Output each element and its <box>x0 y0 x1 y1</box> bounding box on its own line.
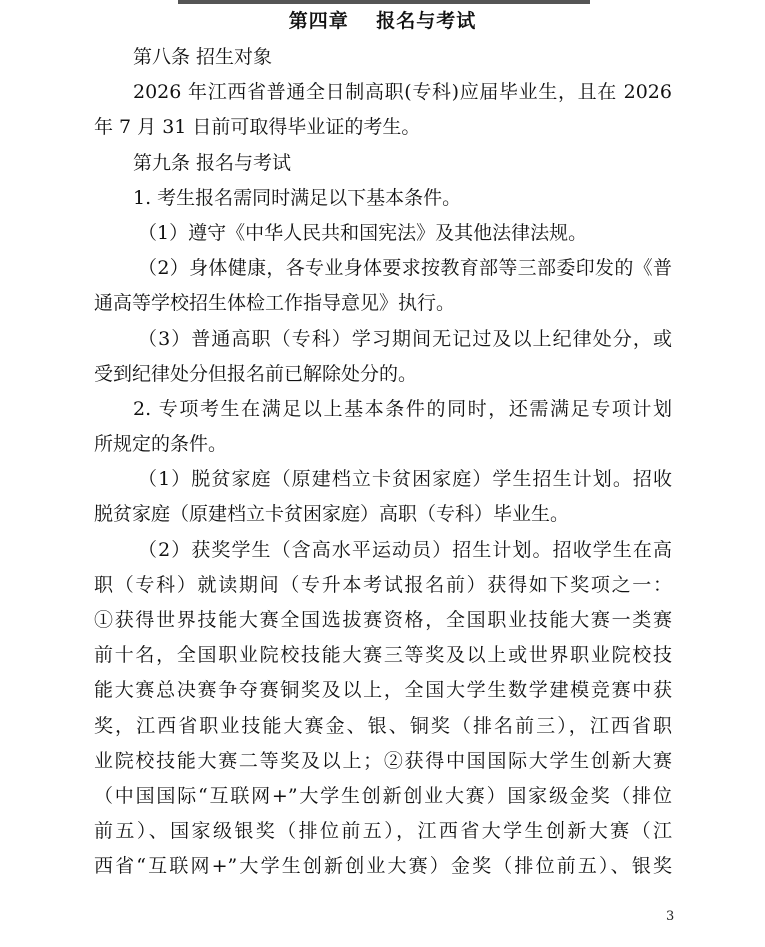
paragraph-line: 所规定的条件。 <box>94 433 228 456</box>
paragraph-line: 职（专科）就读期间（专升本考试报名前）获得如下奖项之一： <box>94 573 672 596</box>
article-heading: 第九条 报名与考试 <box>133 151 292 174</box>
paragraph-line: 业院校技能大赛二等奖及以上；②获得中国国际大学生创新大赛 <box>94 749 672 772</box>
chapter-title: 第四章 报名与考试 <box>288 10 477 32</box>
page-number: 3 <box>666 909 675 924</box>
paragraph-line: 西省“互联网+”大学生创新创业大赛）金奖（排位前五）、银奖 <box>94 855 672 878</box>
paragraph-line: 受到纪律处分但报名前已解除处分的。 <box>94 362 418 385</box>
paragraph-line: （2）身体健康，各专业身体要求按教育部等三部委印发的《普 <box>138 257 672 280</box>
paragraph-line: 通高等学校招生体检工作指导意见》执行。 <box>94 292 456 315</box>
paragraph-line: 2. 专项考生在满足以上基本条件的同时，还需满足专项计划 <box>133 397 672 420</box>
paragraph-line: 前五）、国家级银奖（排位前五），江西省大学生创新大赛（江 <box>94 820 672 843</box>
article-heading: 第八条 招生对象 <box>133 46 273 68</box>
paragraph-line: ①获得世界技能大赛全国选拔赛资格，全国职业技能大赛一类赛 <box>94 609 672 631</box>
paragraph-line: （3）普通高职（专科）学习期间无记过及以上纪律处分，或 <box>138 327 672 350</box>
paragraph-line: 能大赛总决赛争夺赛铜奖及以上，全国大学生数学建模竞赛中获 <box>94 679 672 702</box>
paragraph-line: 年 7 月 31 日前可取得毕业证的考生。 <box>94 116 421 139</box>
paragraph-line: 1. 考生报名需同时满足以下基本条件。 <box>133 186 462 209</box>
paragraph-line: 脱贫家庭（原建档立卡贫困家庭）高职（专科）毕业生。 <box>94 503 570 526</box>
paragraph-line: （1）脱贫家庭（原建档立卡贫困家庭）学生招生计划。招收 <box>138 468 672 491</box>
paragraph-line: （1）遵守《中华人民共和国宪法》及其他法律法规。 <box>138 221 588 244</box>
header-rule <box>178 0 590 4</box>
paragraph-line: 奖，江西省职业技能大赛金、银、铜奖（排名前三），江西省职 <box>94 714 672 737</box>
document-body <box>94 40 672 885</box>
paragraph-line: 前十名，全国职业院校技能大赛三等奖及以上或世界职业院校技 <box>94 644 672 667</box>
paragraph-line: 2026 年江西省普通全日制高职(专科)应届毕业生，且在 2026 <box>133 81 672 104</box>
paragraph-line: （中国国际“互联网+”大学生创新创业大赛）国家级金奖（排位 <box>94 784 672 807</box>
paragraph-line: （2）获奖学生（含高水平运动员）招生计划。招收学生在高 <box>138 538 672 561</box>
